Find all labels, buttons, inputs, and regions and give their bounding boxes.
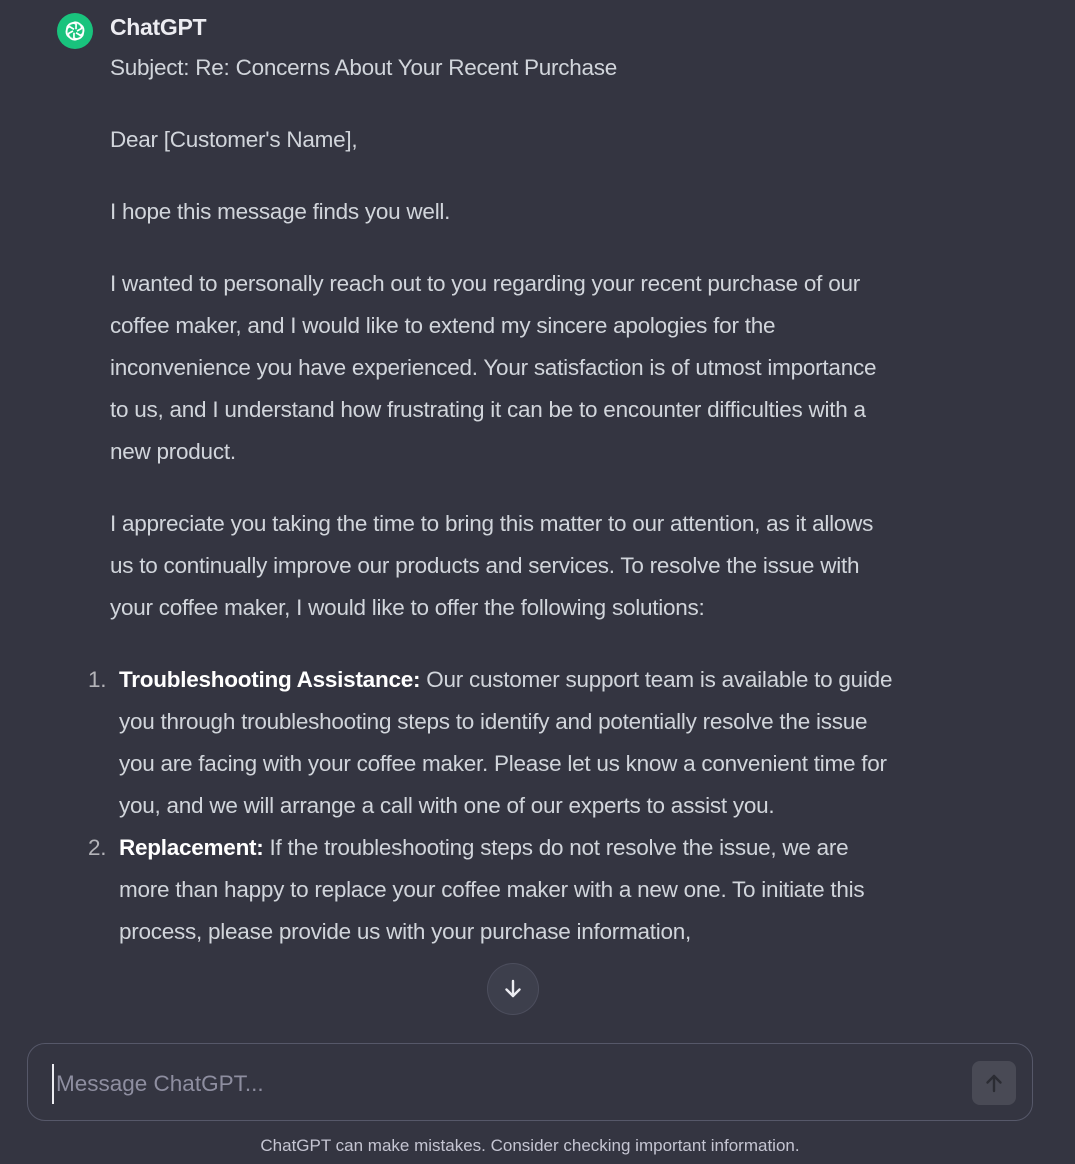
message-input[interactable] xyxy=(52,1064,958,1104)
openai-logo-icon xyxy=(57,13,93,49)
message-composer xyxy=(27,1043,1033,1121)
arrow-down-icon xyxy=(502,978,524,1000)
disclaimer-text: ChatGPT can make mistakes. Consider checking important information. xyxy=(260,1136,800,1155)
message-content xyxy=(88,47,900,953)
arrow-up-icon xyxy=(983,1072,1005,1094)
email-subject: Subject: Re: Concerns About Your Recent Purchase xyxy=(110,55,618,80)
solutions-list xyxy=(88,659,900,953)
list-item xyxy=(88,659,900,827)
list-number: 1. xyxy=(88,667,107,692)
list-item-title: Replacement: xyxy=(119,835,264,860)
email-paragraph: I appreciate you taking the time to bring this matter to our attention, as it allows us to continually improve our products and services. To resolve the issue with your coffee maker, I would like to offer the following solutions: xyxy=(110,511,874,620)
list-item-title: Troubleshooting Assistance: xyxy=(119,667,421,692)
email-opening: I hope this message finds you well. xyxy=(110,199,451,224)
list-item-text: If the troubleshooting steps do not resolve the issue, we are more than happy to replace your coffee maker with a new one. To initiate this process, please provide us with your purchase information, xyxy=(119,835,865,944)
email-paragraph: I wanted to personally reach out to you regarding your recent purchase of our coffee maker, and I would like to extend my sincere apologies for the inconvenience you have experienced. Your satisfaction is of utmost importance to us, and I understand how frustrating it can be to encounter difficulties with a new product. xyxy=(110,271,877,464)
list-item xyxy=(88,827,900,953)
email-greeting: Dear [Customer's Name], xyxy=(110,127,358,152)
message-author: ChatGPT xyxy=(110,14,207,40)
scroll-to-bottom-button[interactable] xyxy=(487,963,539,1015)
list-item-text: Our customer support team is available to guide you through troubleshooting steps to identify and potentially resolve the issue you are facing with your coffee maker. Please let us know a convenient time for you, and we will arrange a call with one of our experts to assist you. xyxy=(119,667,893,818)
list-number: 2. xyxy=(88,835,107,860)
send-button[interactable] xyxy=(972,1061,1016,1105)
